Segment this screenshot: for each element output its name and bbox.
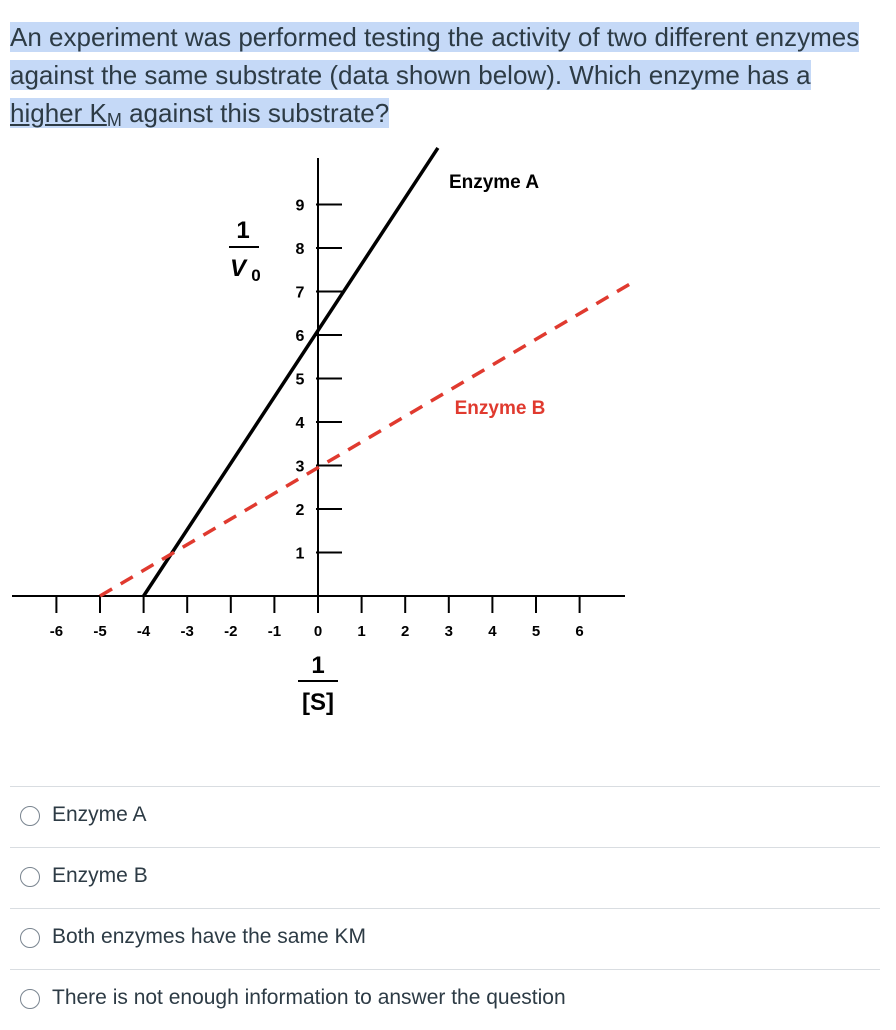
x-tick-label: 2 — [401, 623, 410, 640]
answer-list — [10, 786, 880, 1030]
x-axis-label-numerator: 1 — [311, 652, 325, 679]
chart-series — [100, 148, 632, 596]
answer-option-1[interactable] — [10, 786, 880, 847]
y-tick-label: 1 — [295, 545, 305, 563]
x-tick-label: 6 — [575, 623, 584, 640]
x-tick-label: -5 — [93, 623, 107, 640]
x-tick-label: 0 — [313, 623, 323, 640]
y-tick-label: 9 — [295, 197, 305, 215]
answer-option-3[interactable] — [10, 908, 880, 969]
x-tick-label: 1 — [357, 623, 366, 640]
radio-button[interactable] — [20, 867, 40, 887]
radio-button[interactable] — [20, 806, 40, 826]
radio-button[interactable] — [20, 928, 40, 948]
x-tick-label: 4 — [488, 623, 497, 640]
y-tick-label: 3 — [295, 458, 305, 476]
x-tick-label: -4 — [136, 623, 151, 640]
enzyme-a-label: Enzyme A — [448, 172, 540, 193]
x-tick-label: -6 — [49, 623, 64, 640]
y-axis-label-numerator: 1 — [236, 217, 250, 244]
question-km-sub: M — [106, 110, 122, 130]
question-km-pre: higher K — [10, 98, 107, 128]
answer-label[interactable]: Enzyme A — [52, 803, 147, 826]
x-tick-label: -2 — [224, 623, 238, 640]
y-axis-label-denominator: V — [229, 255, 247, 282]
chart-axes — [12, 158, 625, 596]
y-tick-label: 8 — [295, 241, 305, 258]
enzyme-b-label: Enzyme B — [454, 398, 546, 419]
question-line-3 — [10, 98, 389, 128]
answer-option-2[interactable] — [10, 847, 880, 908]
question-line-1: An experiment was performed testing the activity of two different enzymes — [10, 22, 860, 52]
y-axis-label-subscript: 0 — [251, 266, 261, 285]
x-axis-label-denominator: [S] — [302, 689, 334, 716]
y-tick-label: 7 — [295, 284, 305, 302]
enzyme-b-line — [100, 283, 632, 596]
answer-label[interactable]: Both enzymes have the same KM — [52, 925, 366, 948]
question-line-2: against the same substrate (data shown below). Which enzyme has a — [10, 60, 811, 90]
x-tick-label: 3 — [444, 623, 453, 640]
answer-label[interactable]: There is not enough information to answer the question — [52, 986, 566, 1009]
x-tick-label: -1 — [267, 623, 282, 640]
answer-option-4[interactable] — [10, 969, 880, 1030]
radio-button[interactable] — [20, 989, 40, 1009]
y-tick-label: 4 — [295, 415, 305, 432]
y-tick-label: 6 — [295, 328, 305, 345]
enzyme-a-line — [144, 148, 438, 596]
question-text — [10, 18, 880, 139]
question-line-3-post: against this substrate? — [121, 98, 390, 128]
answer-label[interactable]: Enzyme B — [52, 864, 148, 887]
question-km-term — [10, 98, 122, 128]
x-tick-label: 5 — [531, 623, 541, 640]
x-tick-label: -3 — [180, 623, 194, 640]
y-tick-label: 2 — [295, 502, 305, 519]
y-tick-label: 5 — [295, 371, 305, 389]
lineweaver-burk-chart — [0, 140, 896, 740]
